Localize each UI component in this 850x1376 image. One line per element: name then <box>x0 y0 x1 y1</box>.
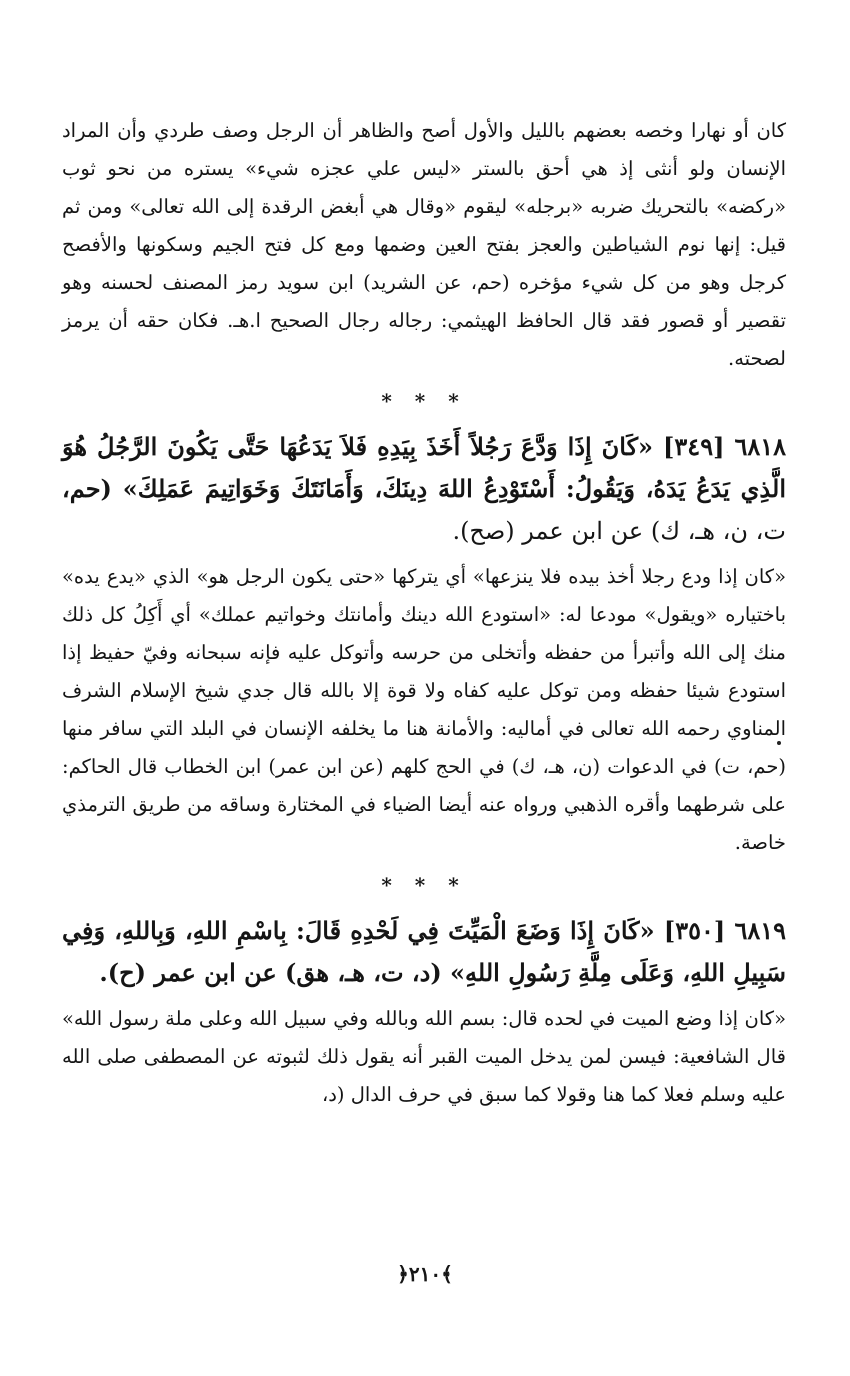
text-line: شرطهما وأقره الذهبي ورواه عنه أيضا الضياء في المختارة وساقه من طريق الترمذي <box>62 793 746 816</box>
hadith-6819 <box>62 910 786 994</box>
text-line: نحو ثوب «ركضه» بالتحريك ضربه «برجله» ليقوم «وقال هي أبغض الرقدة إلى الله <box>62 157 786 218</box>
text-line: عملك» أي أَكِلُ كل ذلك منك إلى الله وأتبرأ من حفظه وأتخلى من حرسه وأتوكل <box>62 603 786 664</box>
commentary-paragraph-1 <box>62 112 786 378</box>
text-line: «كان إذا ودع رجلا أخذ بيده فلا ينزعها» أي يتركها «حتى يكون الرجل هو» <box>196 565 787 588</box>
text-line: «كان إذا وضع الميت في لحده قال: بسم الله وبالله وفي سبيل الله وعلى ملة <box>165 1007 786 1030</box>
stray-ink-dot <box>777 741 781 745</box>
text-line: رجال الصحيح ا.هـ. فكان حقه أن يرمز لصحته. <box>62 309 786 370</box>
text-line: المصطفى صلى الله عليه وسلم فعلا كما هنا وقولا كما سبق في حرف الدال (د، <box>62 1045 786 1106</box>
text-line: خاصة. <box>734 831 786 854</box>
section-separator: * * * <box>381 389 467 413</box>
section-separator: * * * <box>381 873 467 897</box>
text-line: إلا بالله قال جدي شيخ الإسلام الشرف المناوي رحمه الله تعالى في أماليه: <box>62 679 786 740</box>
hadith-line: ت، ن، هـ، ك) عن ابن عمر (صح). <box>452 517 786 545</box>
text-line: تعالى» ومن ثم قيل: إنها نوم الشياطين والعجز بفتح العين وضمها ومع كل فتح <box>62 195 786 256</box>
hadith-line: ٦٨١٨ [٣٤٩] «كَانَ إِذَا وَدَّعَ رَجُلاً أَخَذَ بِيَدِهِ فَلاَ يَدَعُهَا حَتَّى يَكُونَ الرَّجُلُ هُوَ <box>62 432 786 461</box>
hadith-line: ٦٨١٩ [٣٥٠] «كَانَ إِذَا وَضَعَ الْمَيِّتَ فِي لَحْدِهِ قَالَ: بِاسْمِ اللهِ، وَبِاللهِ، وَفِي <box>62 916 786 945</box>
text-line: الذي «يدع يده» باختياره «ويقول» مودعا له: «استودع الله دينك وأمانتك وخواتيم <box>62 565 787 626</box>
text-line: وأن المراد الإنسان ولو أنثى إذ هي أحق بالستر «ليس علي عجزه شيء» يستره من <box>62 119 786 180</box>
text-line: الجيم وسكونها والأفصح كرجل وهو من كل شيء مؤخره (حم، عن الشريد) ابن <box>62 233 787 294</box>
commentary-paragraph-3 <box>62 1000 786 1114</box>
page-body <box>62 112 786 1114</box>
commentary-paragraph-2 <box>62 558 786 862</box>
text-line: والأمانة هنا ما يخلفه الإنسان في البلد التي سافر منها (حم، ت) في الدعوات <box>62 717 786 778</box>
text-line: سويد رمز المصنف لحسنه وهو تقصير أو قصور فقد قال الحافظ الهيثمي: رجاله <box>62 271 787 332</box>
text-line: (ن، هـ، ك) في الحج كلهم (عن ابن عمر) ابن الخطاب قال الحاكم: على <box>62 755 786 816</box>
text-line: عليه فإنه سبحانه وفيّ حفيظ إذا استودع شيئا حفظه ومن توكل عليه كفاه ولا قوة <box>62 641 786 702</box>
text-line: رسول الله» قال الشافعية: فيسن لمن يدخل الميت القبر أنه يقول ذلك لثبوته عن <box>62 1007 786 1068</box>
hadith-line: الَّذِي يَدَعُ يَدَهُ، وَيَقُولُ: أَسْتَوْدِعُ اللهَ دِينَكَ، وَأَمَانَتَكَ وَخَوَاتِيمَ عَمَلِكَ» (حم، <box>62 474 786 503</box>
text-line: كان أو نهارا وخصه بعضهم بالليل والأول أصح والظاهر أن الرجل وصف طردي <box>154 119 786 142</box>
hadith-6818 <box>62 426 786 552</box>
page-number: ﴿٢١٠﴾ <box>397 1262 453 1286</box>
hadith-line: سَبِيلِ اللهِ، وَعَلَى مِلَّةِ رَسُولِ اللهِ» (د، ت، هـ، هق) عن ابن عمر (ح). <box>99 958 786 987</box>
